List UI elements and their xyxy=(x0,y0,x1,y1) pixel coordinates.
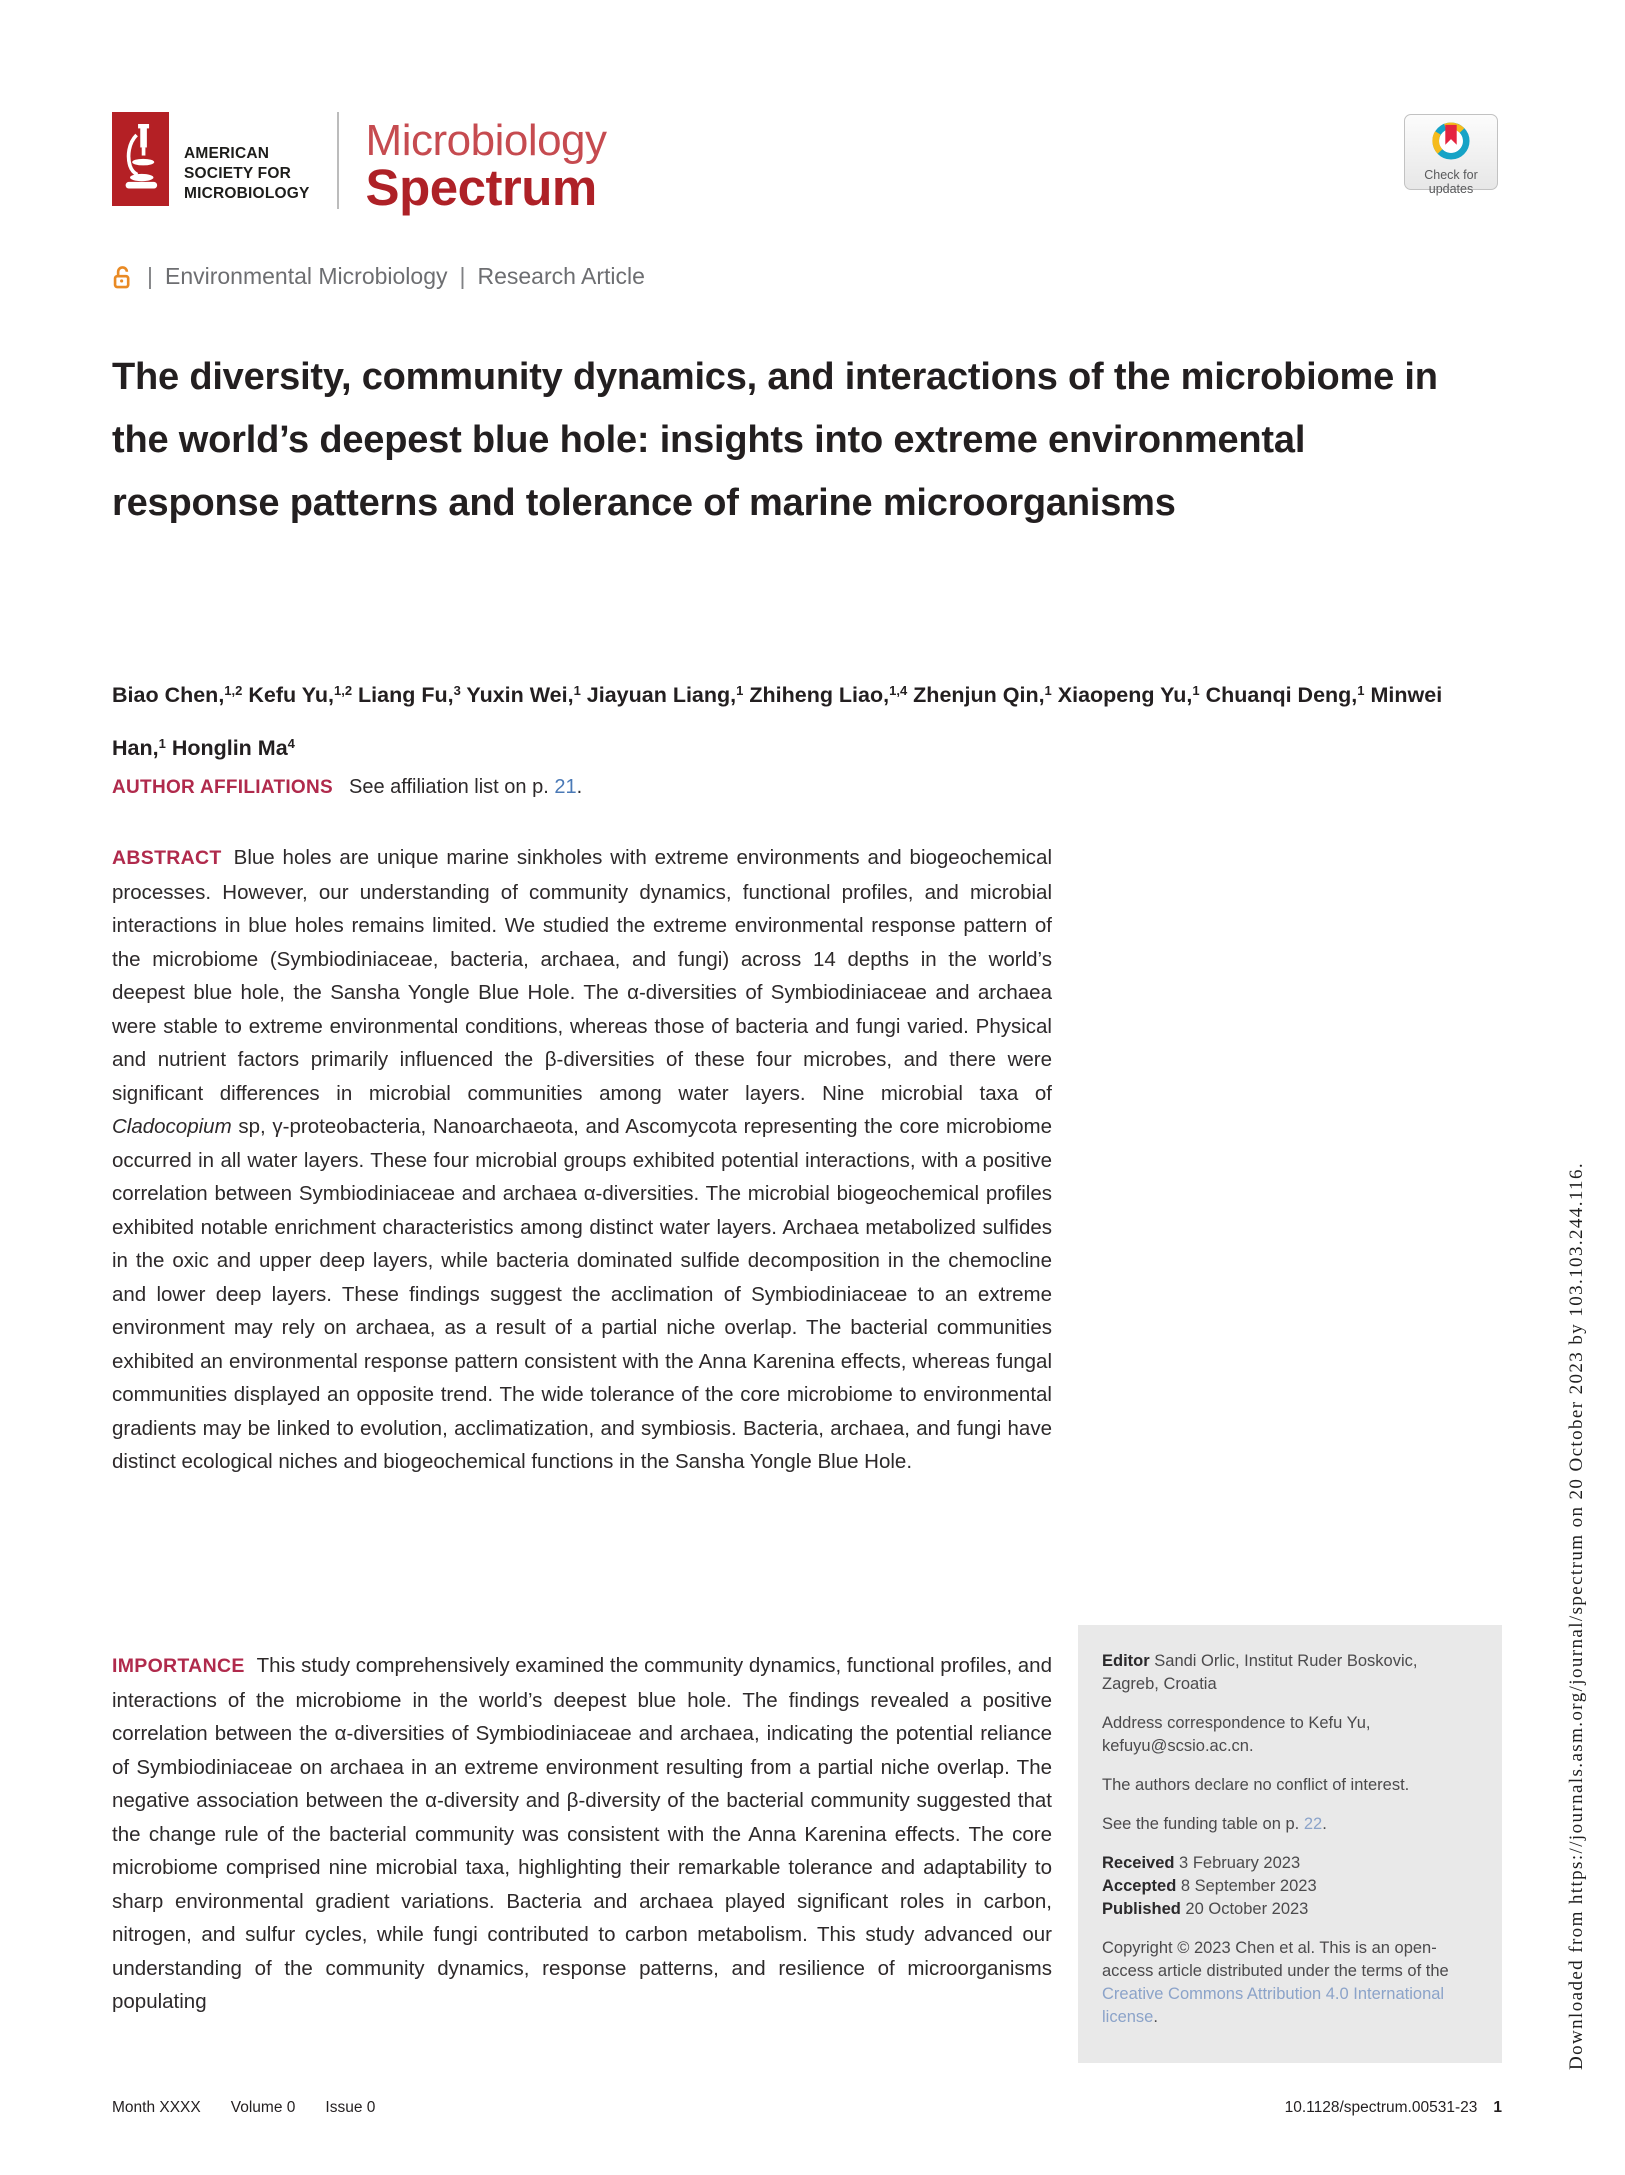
article-category[interactable]: Environmental Microbiology xyxy=(164,263,448,289)
separator: | xyxy=(459,263,466,289)
asm-line: AMERICAN xyxy=(184,145,270,162)
affiliations-period: . xyxy=(576,776,583,798)
article-category-row xyxy=(112,263,645,290)
abstract-text-1: Blue holes are unique marine sinkholes with extreme environments and biogeochemical processes. However, our understanding of community dynamics, functional profiles, and microbial interactions in blue holes remains limited. We studied the extreme environmental response pattern of the microbiome (Symbiodiniaceae, bacteria, archaea, and fungi) across 14 depths in the world’s deepest blue hole, the Sansha Yongle Blue Hole. The α-diversities of Symbiodiniaceae and archaea were stable to extreme environmental conditions, whereas those of bacteria and fungi varied. Physical and nutrient factors primarily influenced the β-diversities of these four microbes, and there were significant differences in microbial communities among water layers. Nine microbial taxa of xyxy=(112,846,1052,1105)
issue-info xyxy=(112,2099,405,2117)
abstract-italic-genus: Cladocopium xyxy=(112,1115,232,1138)
page-number: 1 xyxy=(1493,2099,1502,2116)
footer-issue: Issue 0 xyxy=(325,2099,376,2116)
published-label: Published xyxy=(1102,1900,1181,1918)
article-metadata-sidebar xyxy=(1078,1625,1502,2063)
editor-value: Sandi Orlic, Institut Ruder Boskovic, Zagreb, Croatia xyxy=(1102,1652,1418,1693)
abstract-text-2: sp, γ-proteobacteria, Nanoarchaeota, and Ascomycota representing the core microbiome occurred in all water layers. These four microbial groups exhibited potential interactions, with a positive correlation between Symbiodiniaceae and archaea α-diversities. The microbial biogeochemical profiles exhibited notable enrichment characteristics among distinct water layers. Archaea metabolized sulfides in the oxic and upper deep layers, while bacteria dominated sulfide decomposition in the chemocline and lower deep layers. These findings suggest the acclimation of Symbiodiniaceae to an extreme environment may rely on archaea, as a result of a partial niche overlap. The bacterial communities exhibited an environmental response pattern consistent with the Anna Karenina effects, whereas fungal communities displayed an opposite trend. The wide tolerance of the core microbiome to environmental gradients may be linked to evolution, acclimatization, and symbiosis. Bacteria, archaea, and fungi have distinct ecological niches and biogeochemical functions in the Sansha Yongle Blue Hole. xyxy=(112,1115,1052,1473)
received-line xyxy=(1102,1852,1478,1875)
doi: 10.1128/spectrum.00531-23 xyxy=(1284,2099,1478,2116)
crossmark-bookmark-icon xyxy=(1432,122,1470,165)
funding-period: . xyxy=(1322,1815,1327,1833)
author: Kefu Yu,$^{1,2}$ xyxy=(248,683,353,708)
asm-line: SOCIETY FOR xyxy=(184,165,291,182)
author-affiliations-row xyxy=(112,776,582,799)
check-for-updates-label: Check for updates xyxy=(1424,168,1478,196)
page-footer xyxy=(112,2099,1502,2117)
conflict-of-interest-block: The authors declare no conflict of interest. xyxy=(1102,1776,1410,1794)
journal-name-top: Microbiology xyxy=(365,116,607,165)
affiliations-label: AUTHOR AFFILIATIONS xyxy=(112,777,334,798)
importance-text: This study comprehensively examined the community dynamics, functional profiles, and interactions of the microbiome in the world’s deepest blue hole. The findings revealed a positive correlation between the α-diversities of Symbiodiniaceae and archaea, indicating the potential reliance of Symbiodiniaceae on archaea in an extreme environment resulting from a partial niche overlap. The negative association between the α-diversity and β-diversity of the bacterial community suggested that the change rule of the bacterial community was consistent with the Anna Karenina effects. The core microbiome comprised nine microbial taxa, highlighting their remarkable tolerance and adaptability to sharp environmental gradient variations. Bacteria and archaea played significant roles in carbon, nitrogen, and sulfur cycles, while fungi contributed to carbon metabolism. This study advanced our understanding of the community dynamics, response patterns, and resilience of microorganisms populating xyxy=(112,1654,1052,2013)
author: Liang Fu,$^3$ xyxy=(358,683,461,708)
copyright-block xyxy=(1102,1937,1478,2029)
download-watermark: Downloaded from https://journals.asm.org/journal/spectrum on 20 October 2023 by 103.103.244.116. xyxy=(1566,1161,1587,2071)
check-for-updates-badge[interactable] xyxy=(1404,114,1498,196)
author-list xyxy=(112,666,1457,772)
author: Jiayuan Liang,$^1$ xyxy=(586,683,744,708)
publisher-header xyxy=(112,112,607,216)
correspondence-block: Address correspondence to Kefu Yu, kefuyu@scsio.ac.cn. xyxy=(1102,1714,1371,1755)
received-date: 3 February 2023 xyxy=(1174,1854,1301,1872)
open-lock-icon xyxy=(112,264,133,290)
license-link[interactable]: Creative Commons Attribution 4.0 International license xyxy=(1102,1985,1445,2026)
asm-line: MICROBIOLOGY xyxy=(184,185,310,202)
doi-and-page xyxy=(1285,2099,1502,2117)
abstract-label: ABSTRACT xyxy=(112,847,222,869)
author: Zhiheng Liao,$^{1,4}$ xyxy=(749,683,908,708)
copyright-text: Copyright © 2023 Chen et al. This is an open-access article distributed under the terms of the xyxy=(1102,1939,1449,1980)
importance-paragraph xyxy=(112,1649,1052,2019)
journal-logo xyxy=(365,116,607,216)
author: Xiaopeng Yu,$^1$ xyxy=(1057,683,1200,708)
accepted-label: Accepted xyxy=(1102,1877,1177,1895)
author: Chuanqi Deng,$^1$ xyxy=(1205,683,1365,708)
history-dates-block xyxy=(1102,1852,1478,1921)
asm-logo xyxy=(112,112,169,206)
affiliations-text: See affiliation list on p. xyxy=(349,776,549,798)
copyright-period: . xyxy=(1153,2008,1158,2026)
author: Minwei Han,$^1$ xyxy=(112,683,1443,761)
editor-block xyxy=(1102,1650,1478,1696)
affiliations-page-link[interactable]: 21 xyxy=(554,776,577,798)
abstract-paragraph xyxy=(112,841,1052,1479)
received-label: Received xyxy=(1102,1854,1175,1872)
accepted-date: 8 September 2023 xyxy=(1176,1877,1317,1895)
accepted-line xyxy=(1102,1875,1478,1898)
article-title: The diversity, community dynamics, and interactions of the microbiome in the world’s deepest blue hole: insights into extreme environmental response patterns and tolerance of marine microorganisms xyxy=(112,356,1438,524)
published-date: 20 October 2023 xyxy=(1180,1900,1309,1918)
author: Yuxin Wei,$^1$ xyxy=(466,683,581,708)
author: Zhenjun Qin,$^1$ xyxy=(913,683,1052,708)
published-line xyxy=(1102,1898,1478,1921)
author: Honglin Ma$^4$ xyxy=(171,736,295,761)
article-type: Research Article xyxy=(477,263,645,289)
funding-page-link[interactable]: 22 xyxy=(1303,1815,1323,1833)
importance-label: IMPORTANCE xyxy=(112,1655,245,1677)
footer-month: Month XXXX xyxy=(112,2099,201,2116)
asm-wordmark xyxy=(184,144,310,204)
author: Biao Chen,$^{1,2}$ xyxy=(112,683,243,708)
editor-label: Editor xyxy=(1102,1652,1150,1670)
funding-block xyxy=(1102,1813,1478,1836)
footer-volume: Volume 0 xyxy=(230,2099,296,2116)
separator: | xyxy=(147,263,153,289)
funding-text: See the funding table on p. xyxy=(1102,1815,1300,1833)
logo-divider xyxy=(337,112,339,209)
microscope-icon xyxy=(119,117,163,202)
journal-name-bottom: Spectrum xyxy=(365,159,597,216)
